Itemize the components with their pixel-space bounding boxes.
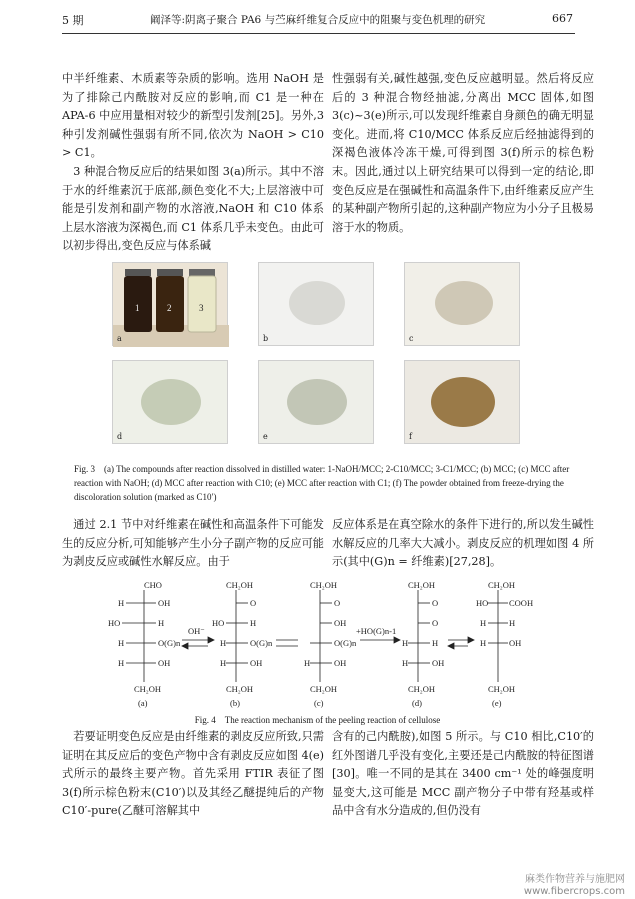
svg-text:H: H (480, 638, 487, 648)
running-title: 阚泽等:阴离子聚合 PA6 与苎麻纤维复合反应中的阻聚与变色机理的研究 (150, 14, 486, 26)
body-text-right-1: 性强弱有关,碱性越强,变色反应越明显。然后将反应后的 3 种混合物经抽滤,分离出 MCC 固体,如图 3(c)~3(e)所示,可以发现纤维素自身颜色的确无明显变化。进而,将 C10/MCC 体系反应后经抽滤得到的深褐色液体冷冻干燥,可得到图 3(f)所示的棕色粉末。因此,通过以上研究结果可以得到一定的结论,即变色反应是在强碱性和高温条件下,由纤维素反应产生的某种副产物所引起的,这种副产物应为小分子且极易溶于水的物质。 (332, 72, 594, 234)
svg-text:H: H (432, 638, 439, 648)
watermark-line-1: 麻类作物营养与施肥网 (525, 874, 625, 885)
struct-label-e: (e) (492, 698, 502, 708)
svg-text:CHO: CHO (144, 580, 162, 590)
svg-text:H: H (118, 598, 125, 608)
svg-text:O(G)n: O(G)n (158, 638, 181, 648)
svg-text:OH: OH (509, 638, 522, 648)
figure-4 (104, 578, 534, 710)
figure-3 (112, 262, 532, 446)
svg-text:H: H (220, 638, 227, 648)
svg-text:H: H (118, 638, 125, 648)
figure-3-caption: Fig. 3 (a) The compounds after reaction dissolved in distilled water: 1-NaOH/MCC; 2-C10/MCC; 3-C1/MCC; (b) MCC; (c) MCC after reaction with NaOH; (d) MCC after reaction with C10; (e) MCC after reaction with C1; (f) The powder obtained from freeze-drying the discoloration solution (marked as C10′) (74, 464, 570, 502)
body-text-right-2: 反应体系是在真空除水的条件下进行的,所以发生碱性水解反应的几率大大减小。剥皮反应的机理如图 4 所示(其中(G)n = 纤维素)[27,28]。 (332, 518, 594, 569)
svg-text:H: H (402, 658, 409, 668)
struct-label-a: (a) (138, 698, 148, 708)
svg-text:O: O (334, 598, 341, 608)
svg-text:COOH: COOH (509, 598, 534, 608)
svg-text:OH: OH (158, 598, 171, 608)
svg-text:CH₂OH: CH₂OH (488, 580, 516, 590)
svg-text:H: H (509, 618, 516, 628)
svg-text:H: H (250, 618, 257, 628)
svg-text:O(G)n: O(G)n (334, 638, 357, 648)
svg-text:HO: HO (108, 618, 121, 628)
photo-panel-a (112, 262, 228, 346)
svg-text:H: H (220, 658, 227, 668)
svg-text:HO: HO (476, 598, 489, 608)
svg-text:CH₂OH: CH₂OH (226, 580, 254, 590)
vial-label-2: 2 (167, 303, 172, 313)
structure-c (304, 580, 357, 694)
photo-panel-d (112, 360, 228, 444)
svg-text:CH₂OH: CH₂OH (134, 684, 162, 694)
reaction-scheme (104, 578, 534, 710)
svg-text:OH: OH (250, 658, 263, 668)
structure-e (476, 580, 533, 694)
vial-label-3: 3 (199, 303, 204, 313)
struct-label-d: (d) (412, 698, 422, 708)
svg-text:CH₂OH: CH₂OH (488, 684, 516, 694)
panel-letter-e: e (263, 432, 268, 441)
photo-panel-c (404, 262, 520, 346)
page-header (0, 0, 635, 34)
panel-letter-d: d (117, 432, 123, 441)
svg-text:OH: OH (334, 658, 347, 668)
photo-panel-e (258, 360, 374, 444)
structure-a (108, 580, 181, 694)
svg-text:H: H (304, 658, 311, 668)
watermark (524, 874, 625, 898)
svg-text:CH₂OH: CH₂OH (226, 684, 254, 694)
arrow-label-hog: +HO(G)n-1 (356, 626, 397, 636)
svg-text:O: O (250, 598, 257, 608)
svg-text:CH₂OH: CH₂OH (408, 580, 436, 590)
photo-panel-b (258, 262, 374, 346)
panel-letter-f: f (409, 432, 412, 441)
svg-text:OH: OH (158, 658, 171, 668)
watermark-line-2: www.fibercrops.com (523, 886, 625, 897)
struct-label-b: (b) (230, 698, 240, 708)
header-rule (62, 33, 575, 34)
vial-label-1: 1 (135, 303, 140, 313)
issue-number: 5 期 (62, 14, 84, 27)
svg-text:OH: OH (432, 658, 445, 668)
structure-b (212, 580, 273, 694)
svg-text:OH: OH (334, 618, 347, 628)
svg-text:CH₂OH: CH₂OH (310, 684, 338, 694)
svg-text:HO: HO (212, 618, 225, 628)
struct-label-c: (c) (314, 698, 324, 708)
panel-letter-b: b (263, 334, 269, 343)
panel-letter-c: c (409, 334, 414, 343)
page-number: 667 (552, 12, 573, 25)
svg-text:H: H (402, 638, 409, 648)
photo-panel-f (404, 360, 520, 444)
svg-text:O(G)n: O(G)n (250, 638, 273, 648)
svg-text:H: H (118, 658, 125, 668)
svg-text:CH₂OH: CH₂OH (408, 684, 436, 694)
vials-image (113, 263, 229, 347)
figure-4-caption: Fig. 4 The reaction mechanism of the peeling reaction of cellulose (194, 715, 441, 725)
svg-text:O: O (432, 618, 439, 628)
body-text-left-3: 若要证明变色反应是由纤维素的剥皮反应所致,只需证明在其反应后的变色产物中含有剥皮反应如图 4(e)式所示的最终主要产物。首先采用 FTIR 表征了图 3(f)所示棕色粉末(C10′)以及其经乙醚提纯后的产物 C10′-pure(乙醚可溶解其中 (62, 730, 324, 818)
body-text-left-1: 中半纤维素、木质素等杂质的影响。选用 NaOH 是为了排除己内酰胺对反应的影响,而 C1 是一种在 APA-6 中应用量相对较少的新型引发剂[25]。另外,3 种引发剂碱性强弱有所不同,依次为 NaOH > C10 > C1。 3 种混合物反应后的结果如图 3(a)所示。其中不溶于水的纤维素沉于底部,颜色变化不大;上层溶液中可能是引发剂和副产物的水溶液,NaOH 和 C10 体系上层水溶液为深褐色,而 C1 体系几乎未变色。由此可以初步得出,变色反应与体系碱 (62, 72, 324, 253)
svg-text:H: H (158, 618, 165, 628)
body-text-left-2: 通过 2.1 节中对纤维素在碱性和高温条件下可能发生的反应分析,可知能够产生小分子副产物的反应可能为剥皮反应或碱性水解反应。由于 (62, 518, 324, 569)
arrow-label-oh: OH⁻ (188, 626, 205, 636)
body-text-right-3: 含有的己内酰胺),如图 5 所示。与 C10 相比,C10′的红外图谱几乎没有变化,主要还是己内酰胺的特征图谱[30]。唯一不同的是其在 3400 cm⁻¹ 处的峰强度明显变大,这可能是 MCC 副产物分子中带有羟基或样品中含有水分造成的,但仍没有 (332, 730, 594, 818)
svg-text:H: H (480, 618, 487, 628)
panel-letter-a: a (117, 334, 122, 343)
svg-text:O: O (432, 598, 439, 608)
structure-d (402, 580, 444, 694)
svg-text:CH₂OH: CH₂OH (310, 580, 338, 590)
